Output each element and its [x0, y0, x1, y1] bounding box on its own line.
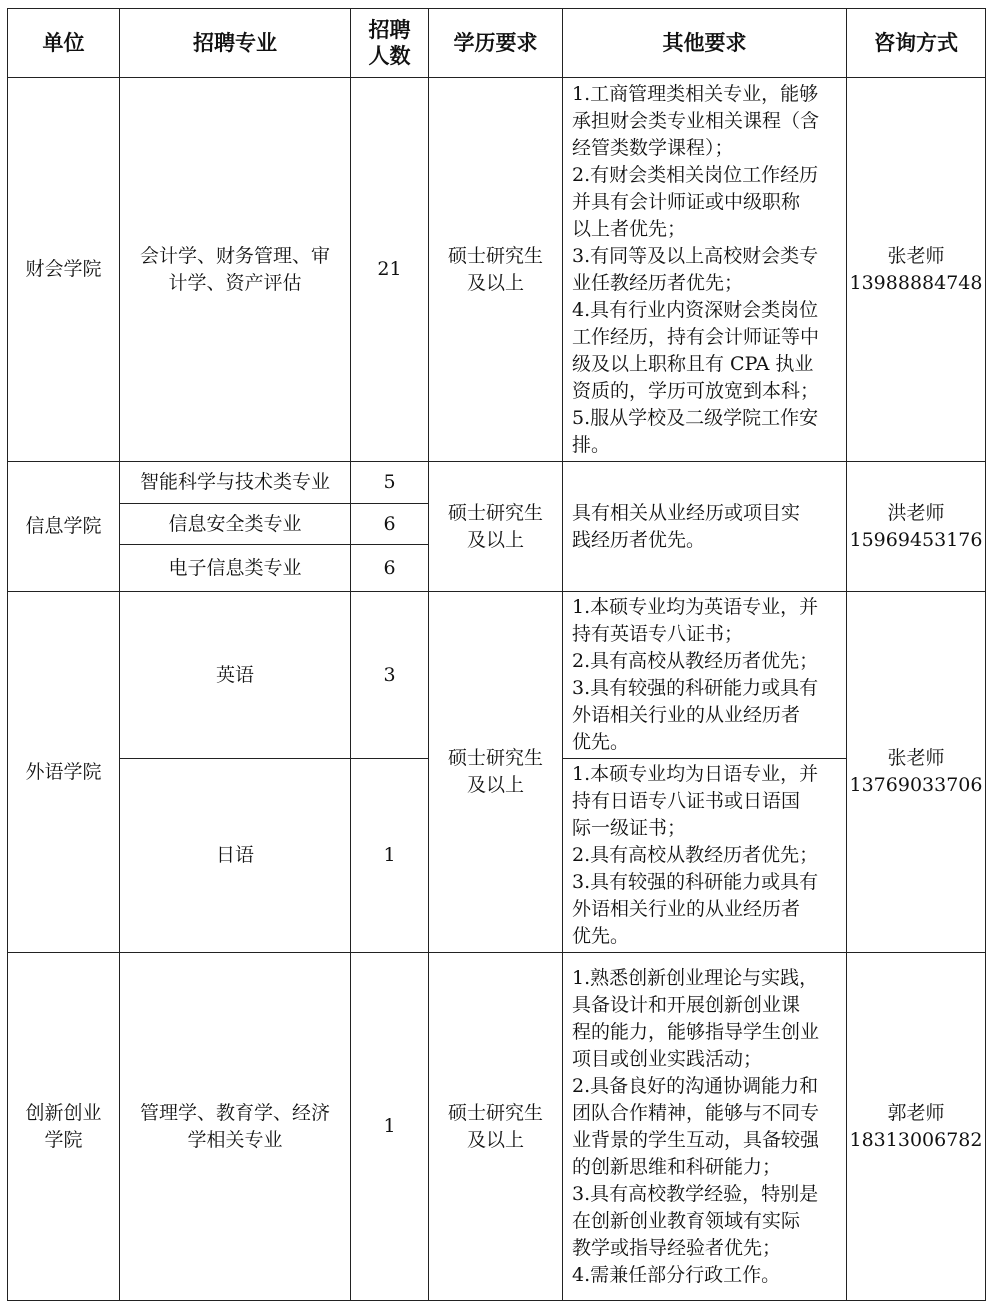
foreign-major-japanese: 日语 [120, 759, 351, 953]
info-count-3: 6 [351, 545, 429, 592]
innovation-education: 硕士研究生 及以上 [429, 953, 563, 1301]
innovation-unit: 创新创业 学院 [8, 953, 120, 1301]
header-row [8, 9, 986, 78]
finance-major: 会计学、财务管理、审 计学、资产评估 [120, 78, 351, 462]
finance-education: 硕士研究生 及以上 [429, 78, 563, 462]
info-education: 硕士研究生 及以上 [429, 462, 563, 592]
innovation-other: 1.熟悉创新创业理论与实践， 具备设计和开展创新创业课 程的能力，能够指导学生创业 项目或创业实践活动； 2.具备良好的沟通协调能力和 团队合作精神，能够与不同专 业背景的学生互动，具备较强 的创新思维和科研能力； 3.具有高校教学经验，特别是 在创新创业教育领域有实际 教学或指导经验者优先； 4.需兼任部分行政工作。 [563, 953, 847, 1301]
info-other: 具有相关从业经历或项目实 践经历者优先。 [563, 462, 847, 592]
finance-contact: 张老师 13988884748 [847, 78, 986, 462]
header-other: 其他要求 [563, 9, 847, 78]
header-education: 学历要求 [429, 9, 563, 78]
info-count-1: 5 [351, 462, 429, 504]
innovation-contact: 郭老师 18313006782 [847, 953, 986, 1301]
innovation-major: 管理学、教育学、经济 学相关专业 [120, 953, 351, 1301]
table-row-finance [8, 78, 986, 462]
header-count: 招聘 人数 [351, 9, 429, 78]
foreign-other-english: 1.本硕专业均为英语专业，并 持有英语专八证书； 2.具有高校从教经历者优先； 3.具有较强的科研能力或具有 外语相关行业的从业经历者 优先。 [563, 592, 847, 759]
foreign-unit: 外语学院 [8, 592, 120, 953]
finance-count: 21 [351, 78, 429, 462]
info-count-2: 6 [351, 504, 429, 545]
foreign-count-japanese: 1 [351, 759, 429, 953]
foreign-education: 硕士研究生 及以上 [429, 592, 563, 953]
info-unit: 信息学院 [8, 462, 120, 592]
finance-other: 1.工商管理类相关专业，能够 承担财会类专业相关课程（含 经管类数学课程）； 2.有财会类相关岗位工作经历 并具有会计师证或中级职称 以上者优先； 3.有同等及以上高校财会类专 业任教经历者优先； 4.具有行业内资深财会类岗位 工作经历，持有会计师证等中 级及以上职称且有 CPA 执业 资质的，学历可放宽到本科； 5.服从学校及二级学院工作安 排。 [563, 78, 847, 462]
info-major-1: 智能科学与技术类专业 [120, 462, 351, 504]
foreign-contact: 张老师 13769033706 [847, 592, 986, 953]
table-row-innovation [8, 953, 986, 1301]
innovation-count: 1 [351, 953, 429, 1301]
header-contact: 咨询方式 [847, 9, 986, 78]
header-unit: 单位 [8, 9, 120, 78]
info-contact: 洪老师 15969453176 [847, 462, 986, 592]
header-major: 招聘专业 [120, 9, 351, 78]
info-major-2: 信息安全类专业 [120, 504, 351, 545]
recruitment-table [7, 8, 986, 1301]
finance-unit: 财会学院 [8, 78, 120, 462]
foreign-major-english: 英语 [120, 592, 351, 759]
table-row-info-1 [8, 462, 986, 504]
foreign-other-japanese: 1.本硕专业均为日语专业，并 持有日语专八证书或日语国 际一级证书； 2.具有高校从教经历者优先； 3.具有较强的科研能力或具有 外语相关行业的从业经历者 优先。 [563, 759, 847, 953]
foreign-count-english: 3 [351, 592, 429, 759]
table-row-foreign-english [8, 592, 986, 759]
info-major-3: 电子信息类专业 [120, 545, 351, 592]
